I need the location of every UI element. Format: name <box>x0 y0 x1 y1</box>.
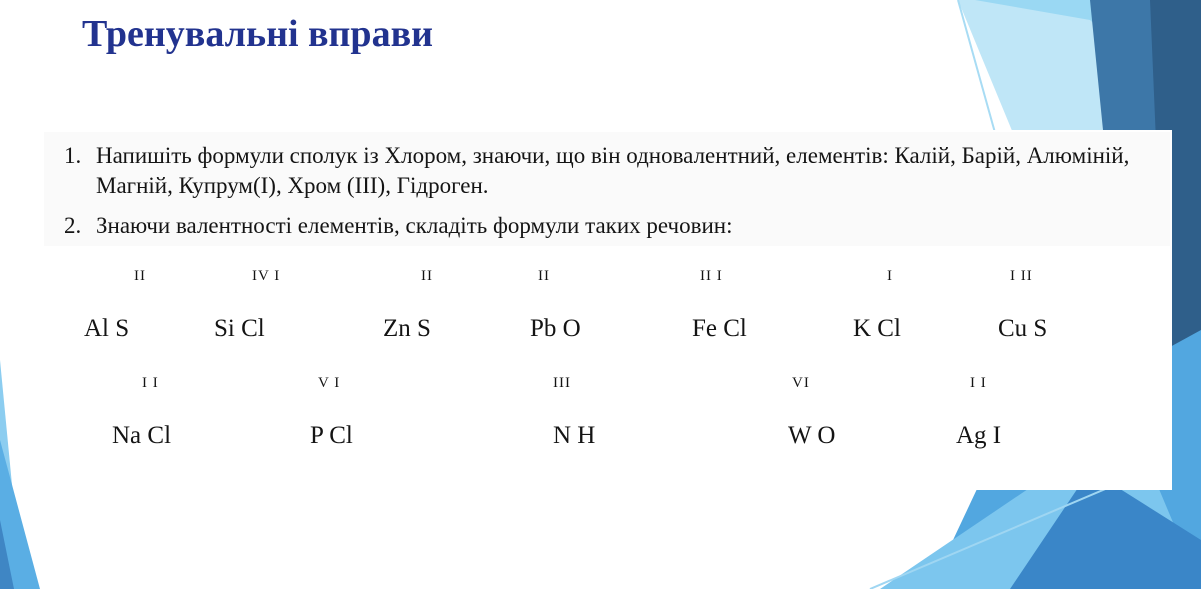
formula-symbols: W O <box>788 422 836 449</box>
formula-valence: III <box>553 375 571 391</box>
task-2-number: 2. <box>64 213 82 238</box>
formula-symbols: Si Cl <box>214 315 265 342</box>
formula-valence: II I <box>700 268 723 284</box>
formula-symbols: Zn S <box>383 315 431 342</box>
formula-symbols: N H <box>553 422 596 449</box>
formula-valence: II <box>134 268 146 284</box>
task-2 <box>64 211 1164 241</box>
formula-symbols: Ag I <box>956 422 1002 449</box>
formula-symbols: Cu S <box>998 315 1048 342</box>
formula-valence: V I <box>318 375 341 391</box>
formula-symbols: Fe Cl <box>692 315 747 342</box>
formula-valence: VI <box>792 375 810 391</box>
task-1-text: Напишіть формули сполук із Хлором, знаючи, що він одновалентний, елементів: Калій, Барій, Алюміній, Магній, Купрум(I), Хром (III), Гідроген. <box>96 143 1130 198</box>
formula-valence: II <box>538 268 550 284</box>
task-1-number: 1. <box>64 143 82 168</box>
formula-symbols: Na Cl <box>112 422 172 449</box>
formula-valence: I I <box>970 375 987 391</box>
formula-symbols: Pb O <box>530 315 581 342</box>
task-1 <box>64 141 1164 201</box>
formula-valence: I II <box>1010 268 1033 284</box>
formula-valence: I <box>887 268 893 284</box>
formula-symbols: P Cl <box>310 422 353 449</box>
task-2-text: Знаючи валентності елементів, складіть формули таких речовин: <box>96 213 733 238</box>
formula-valence: IV I <box>252 268 281 284</box>
formula-valence: I I <box>142 375 159 391</box>
formula-valence: II <box>421 268 433 284</box>
slide-title: Тренувальні вправи <box>82 13 433 55</box>
formula-symbols: Al S <box>84 315 130 342</box>
formula-symbols: K Cl <box>853 315 901 342</box>
